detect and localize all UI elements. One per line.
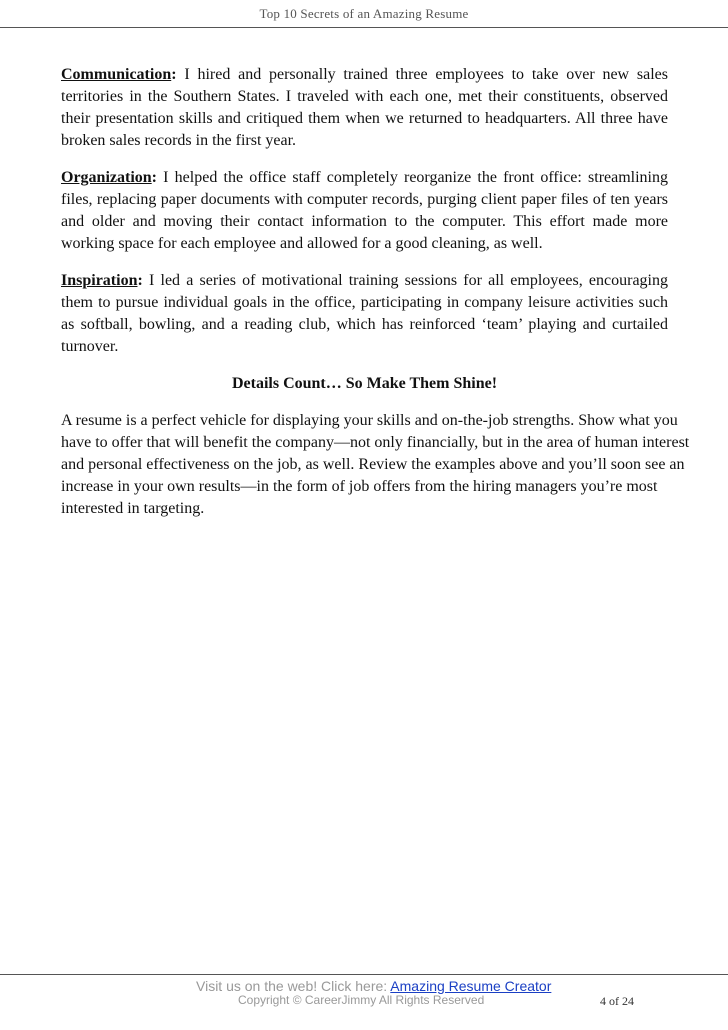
document-body bbox=[61, 64, 690, 535]
section-heading: Details Count… So Make Them Shine! bbox=[231, 375, 498, 392]
footer-visit-line bbox=[196, 978, 551, 994]
communication-label: Communication bbox=[61, 66, 172, 83]
communication-colon: : bbox=[171, 66, 177, 83]
footer-copyright: Copyright © CareerJimmy All Rights Reserved bbox=[238, 993, 485, 1007]
inspiration-paragraph bbox=[61, 270, 668, 358]
organization-label: Organization bbox=[61, 169, 152, 186]
page-header-title: Top 10 Secrets of an Amazing Resume bbox=[259, 6, 469, 21]
organization-text: I helped the office staff completely reorganize the front office: streamlining files, replacing paper documents with computer records, purging client paper files of ten years and older and moving their contact information to the computer. This effort made more working space for each employee and allowed for a good cleaning, as well. bbox=[61, 169, 668, 252]
page-number: 4 of 24 bbox=[600, 994, 634, 1008]
footer-visit-text: Visit us on the web! Click here: bbox=[196, 978, 391, 994]
closing-paragraph: A resume is a perfect vehicle for displaying your skills and on-the-job strengths. Show what you have to offer that will benefit the company—not only financially, but in the area of human interest and personal effectiveness on the job, as well. Review the examples above and you’ll soon see an increase in your own results—in the form of job offers from the hiring managers you’re most interested in targeting. bbox=[61, 412, 690, 517]
header-divider bbox=[0, 27, 728, 28]
organization-colon: : bbox=[151, 169, 157, 186]
communication-paragraph bbox=[61, 64, 668, 152]
inspiration-label: Inspiration bbox=[61, 272, 138, 289]
footer-divider bbox=[0, 974, 728, 975]
inspiration-colon: : bbox=[137, 272, 143, 289]
organization-paragraph bbox=[61, 167, 668, 255]
amazing-resume-creator-link[interactable]: Amazing Resume Creator bbox=[390, 978, 552, 994]
communication-text: I hired and personally trained three employees to take over new sales territories in the Southern States. I traveled with each one, met their constituents, observed their presentation skills and critiqued them when we returned to headquarters. All three have broken sales records in the first year. bbox=[61, 66, 668, 149]
inspiration-text: I led a series of motivational training sessions for all employees, encouraging them to pursue individual goals in the office, participating in company leisure activities such as softball, bowling, and a reading club, which has reinforced ‘team’ playing and curtailed turnover. bbox=[61, 272, 668, 355]
